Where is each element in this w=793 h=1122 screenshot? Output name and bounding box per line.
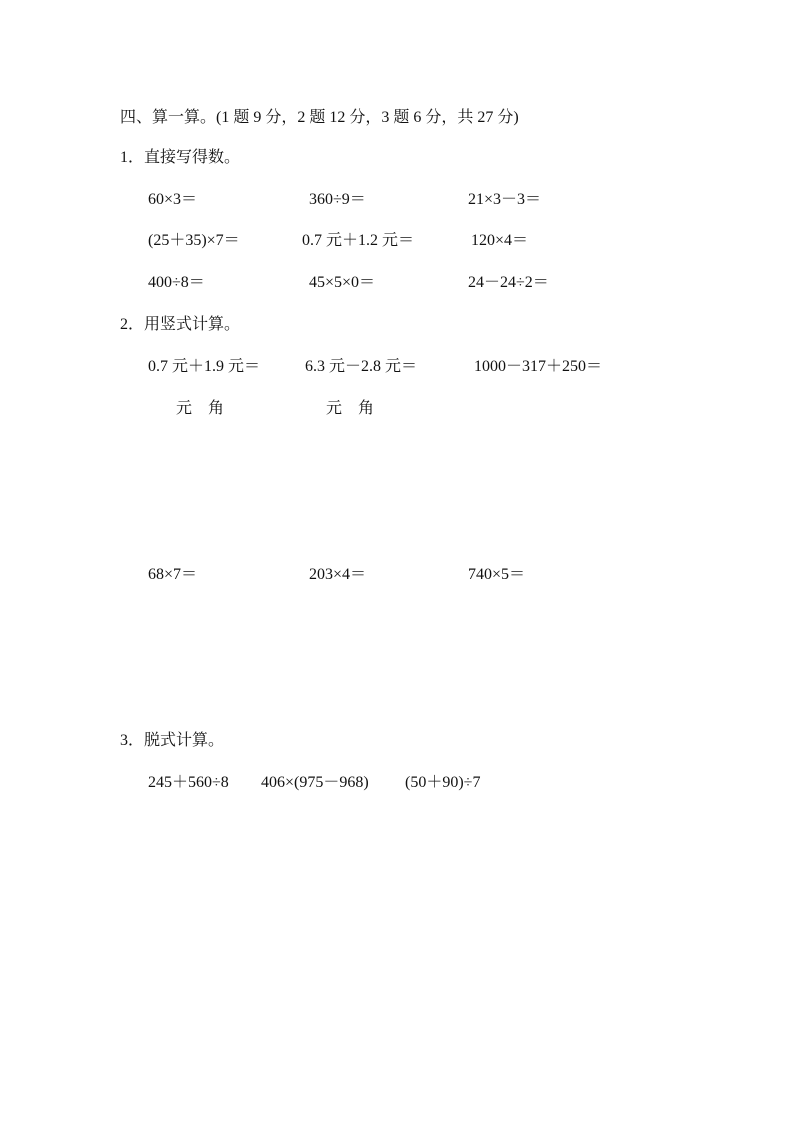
q2-item: 1000－317＋250＝ [474, 358, 603, 375]
q2-item: 203×4＝ [309, 566, 367, 583]
q2-unit-label: 元 角 [326, 400, 375, 417]
q1-item: 360÷9＝ [309, 191, 366, 208]
q3-item: 406×(975－968) [261, 774, 369, 791]
q1-item: (25＋35)×7＝ [148, 232, 240, 249]
q2-item: 68×7＝ [148, 566, 198, 583]
q2-heading: 2．用竖式计算。 [120, 316, 241, 333]
q1-item: 21×3－3＝ [468, 191, 542, 208]
q2-item: 0.7 元＋1.9 元＝ [148, 358, 261, 375]
q1-item: 120×4＝ [471, 232, 529, 249]
q1-heading: 1．直接写得数。 [120, 149, 241, 166]
q1-item: 45×5×0＝ [309, 274, 376, 291]
q2-unit-label: 元 角 [176, 400, 225, 417]
q1-item: 400÷8＝ [148, 274, 205, 291]
q2-item: 6.3 元－2.8 元＝ [305, 358, 418, 375]
q1-item: 0.7 元＋1.2 元＝ [302, 232, 415, 249]
section-title: 四、算一算。(1 题 9 分，2 题 12 分，3 题 6 分，共 27 分) [120, 109, 519, 126]
q1-item: 60×3＝ [148, 191, 198, 208]
q3-item: 245＋560÷8 [148, 774, 229, 791]
q3-item: (50＋90)÷7 [405, 774, 481, 791]
q1-item: 24－24÷2＝ [468, 274, 549, 291]
q3-heading: 3．脱式计算。 [120, 732, 225, 749]
q2-item: 740×5＝ [468, 566, 526, 583]
